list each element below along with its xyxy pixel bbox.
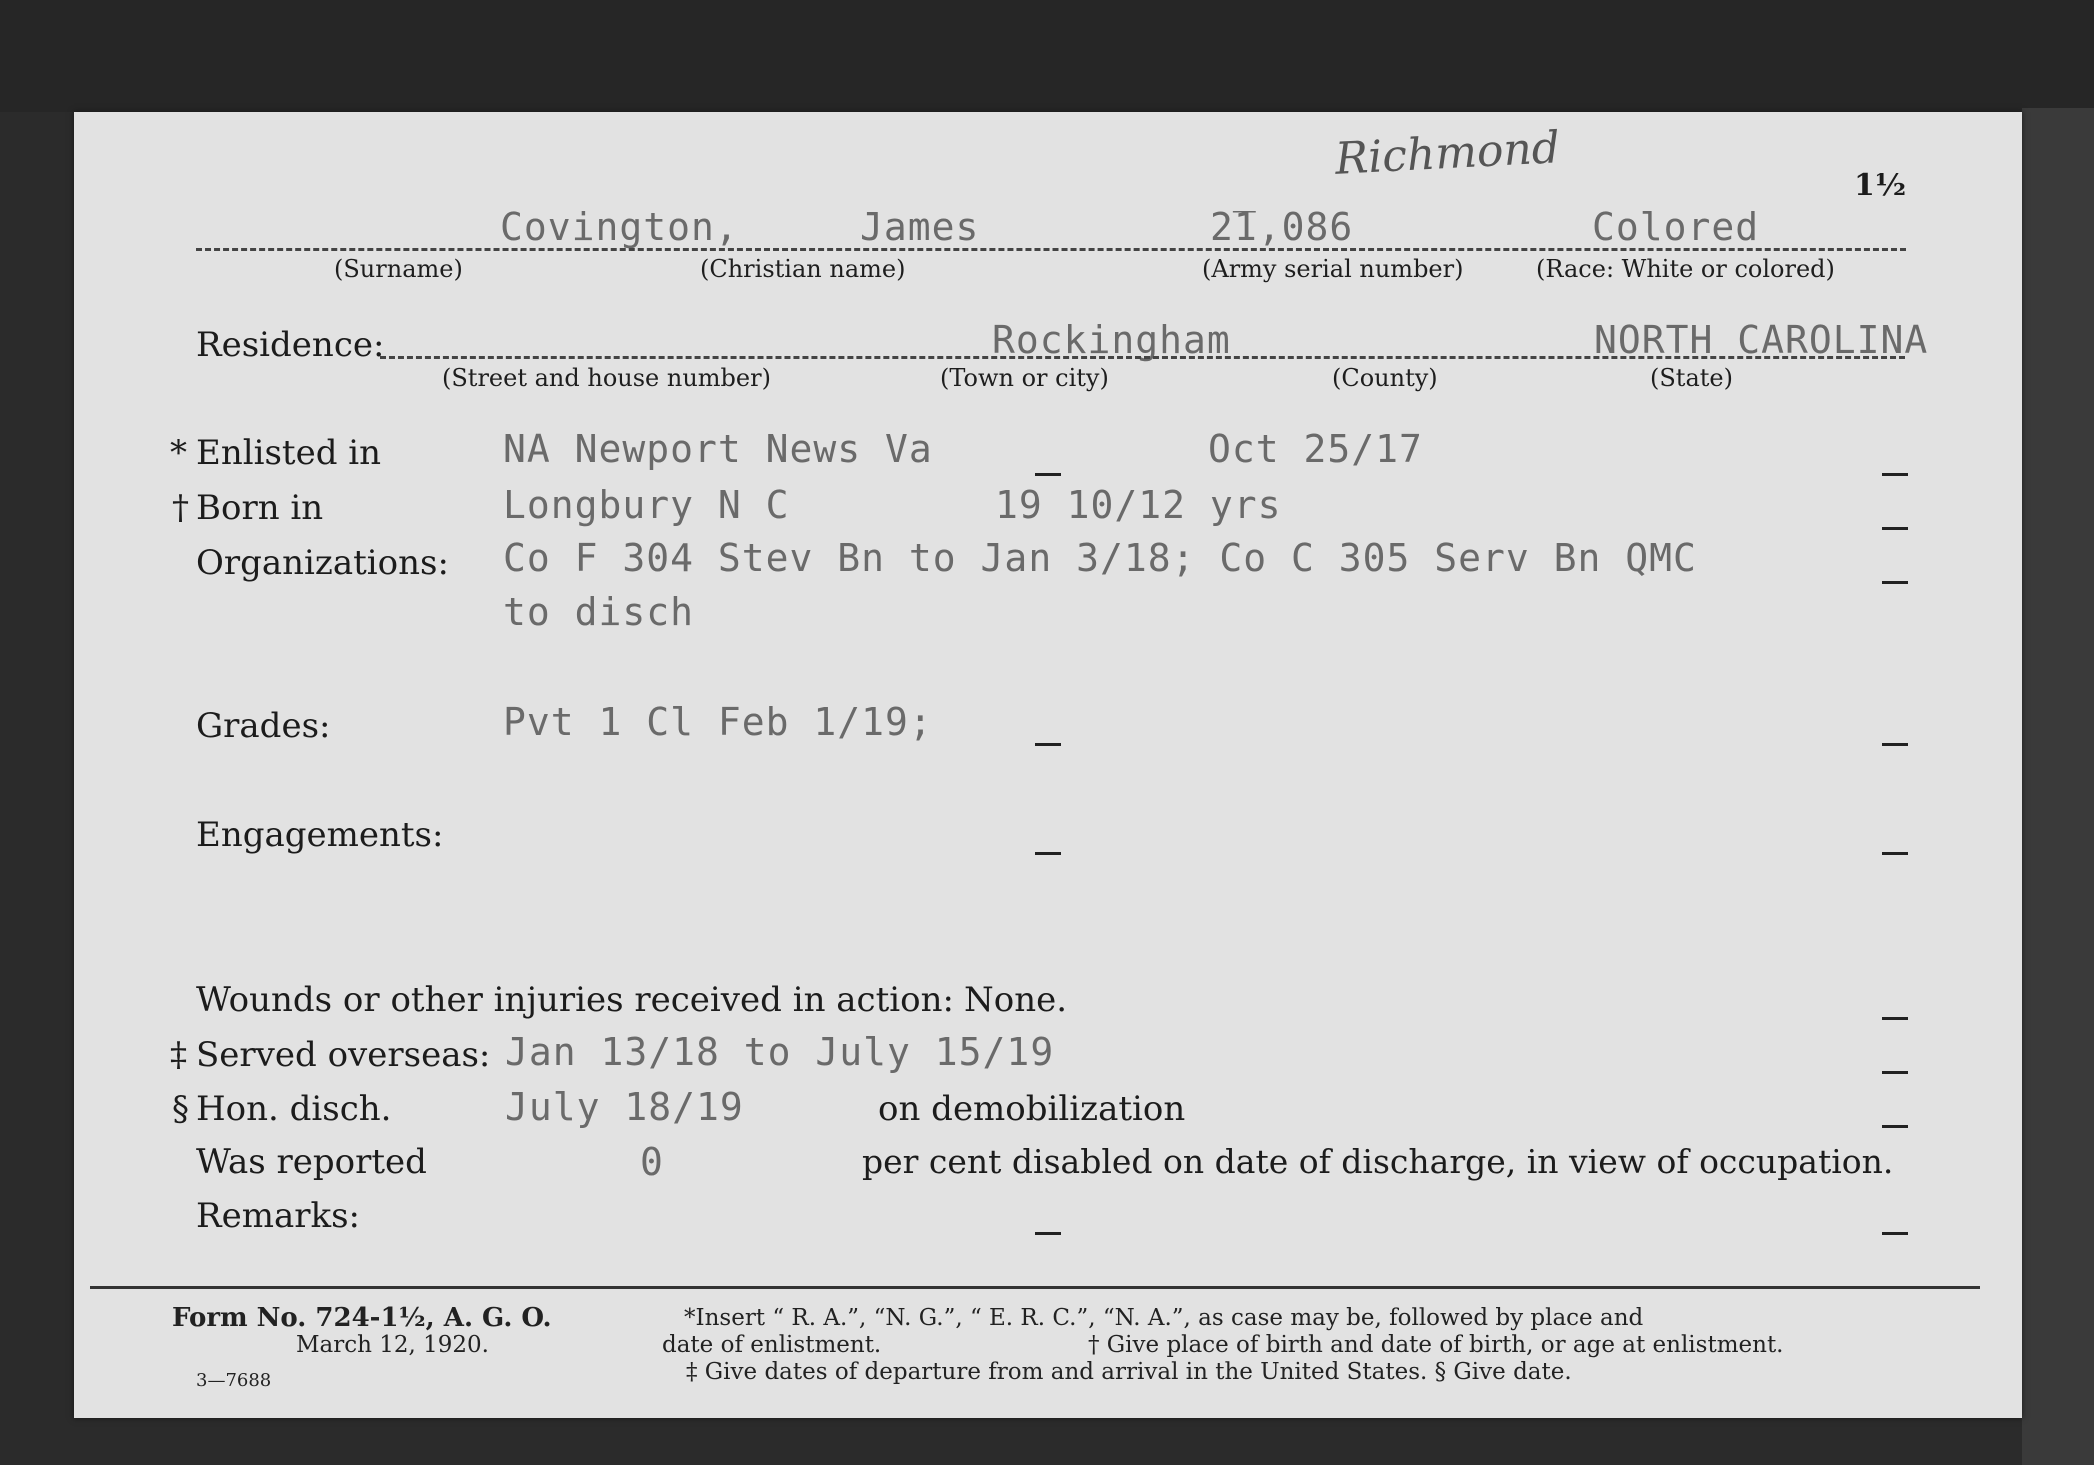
hon-disch-label: Hon. disch. bbox=[196, 1089, 392, 1129]
row-dash-right bbox=[1882, 581, 1908, 584]
born-label: Born in bbox=[196, 488, 324, 528]
remarks-label: Remarks: bbox=[196, 1196, 360, 1236]
engagements-label: Engagements: bbox=[196, 815, 444, 855]
print-code: 3—7688 bbox=[196, 1370, 272, 1391]
row-dash-mid bbox=[1035, 1232, 1061, 1235]
row-dash-right bbox=[1882, 743, 1908, 746]
race-caption: (Race: White or colored) bbox=[1536, 255, 1835, 283]
serial-number-value: 2̅1,086 bbox=[1210, 205, 1354, 249]
state-caption: (State) bbox=[1650, 364, 1733, 392]
row-dash-mid bbox=[1035, 852, 1061, 855]
organizations-line2: to disch bbox=[503, 590, 695, 634]
surname-value: Covington, bbox=[500, 205, 739, 249]
grades-value: Pvt 1 Cl Feb 1/19; bbox=[503, 700, 933, 744]
was-reported-label: Was reported bbox=[196, 1142, 427, 1182]
county-value: Rockingham bbox=[992, 318, 1231, 362]
enlisted-mark: * bbox=[170, 433, 187, 473]
row-dash-right bbox=[1882, 1017, 1908, 1020]
footnote-enlistment: *Insert “ R. A.”, “N. G.”, “ E. R. C.”, “N. A.”, as case may be, followed by place and bbox=[684, 1305, 1644, 1331]
row-dash-right bbox=[1882, 1232, 1908, 1235]
footnote-overseas: ‡ Give dates of departure from and arrival in the United States. § Give date. bbox=[686, 1359, 1572, 1385]
disability-text: per cent disabled on date of discharge, in view of occupation. bbox=[862, 1142, 1894, 1181]
surname-caption: (Surname) bbox=[334, 255, 463, 283]
wounds-label: Wounds or other injuries received in action: bbox=[196, 980, 954, 1020]
enlisted-label: Enlisted in bbox=[196, 433, 382, 473]
row-dash-right bbox=[1882, 1125, 1908, 1128]
residence-label: Residence: bbox=[196, 325, 385, 365]
row-dash-right bbox=[1882, 1071, 1908, 1074]
street-caption: (Street and house number) bbox=[442, 364, 771, 392]
residence-dotted-line bbox=[380, 356, 1905, 359]
wounds-value: None. bbox=[964, 980, 1068, 1020]
footnote-birth: † Give place of birth and date of birth, or age at enlistment. bbox=[1088, 1332, 1784, 1358]
hon-disch-mark: § bbox=[172, 1089, 189, 1129]
overseas-mark: ‡ bbox=[170, 1035, 187, 1075]
header-dotted-line bbox=[196, 248, 1906, 251]
record-card bbox=[74, 112, 2022, 1418]
race-value: Colored bbox=[1592, 205, 1760, 249]
born-place-value: Longbury N C bbox=[503, 483, 790, 527]
grades-label: Grades: bbox=[196, 706, 331, 746]
born-age-value: 19 10/12 yrs bbox=[995, 483, 1282, 527]
backdrop-edge bbox=[2022, 108, 2094, 1465]
organizations-line1: Co F 304 Stev Bn to Jan 3/18; Co C 305 Serv Bn QMC bbox=[503, 536, 1697, 580]
town-caption: (Town or city) bbox=[940, 364, 1109, 392]
overseas-label: Served overseas: bbox=[196, 1035, 491, 1075]
row-dash-mid bbox=[1035, 473, 1061, 476]
state-value: NORTH CAROLINA bbox=[1594, 318, 1929, 362]
row-dash-right bbox=[1882, 527, 1908, 530]
christian-name-value: James bbox=[860, 205, 980, 249]
row-dash-mid bbox=[1035, 743, 1061, 746]
row-dash-right bbox=[1882, 852, 1908, 855]
footer-divider bbox=[90, 1286, 1980, 1289]
serial-number-caption: (Army serial number) bbox=[1202, 255, 1464, 283]
footnote-enlistment-cont: date of enlistment. bbox=[662, 1332, 882, 1358]
handwritten-note: Richmond bbox=[1333, 122, 1562, 185]
form-date: March 12, 1920. bbox=[296, 1332, 489, 1358]
dark-backdrop bbox=[0, 0, 2094, 112]
overseas-value: Jan 13/18 to July 15/19 bbox=[505, 1030, 1055, 1074]
hon-disch-reason: on demobilization bbox=[878, 1089, 1186, 1129]
organizations-label: Organizations: bbox=[196, 543, 449, 583]
disability-percent: 0 bbox=[640, 1140, 664, 1184]
county-caption: (County) bbox=[1332, 364, 1438, 392]
card-corner-number: 1½ bbox=[1854, 168, 1907, 203]
enlisted-place-value: NA Newport News Va bbox=[503, 427, 933, 471]
born-mark: † bbox=[172, 488, 189, 528]
row-dash-right bbox=[1882, 473, 1908, 476]
hon-disch-date: July 18/19 bbox=[505, 1085, 744, 1129]
christian-name-caption: (Christian name) bbox=[700, 255, 906, 283]
enlisted-date-value: Oct 25/17 bbox=[1208, 427, 1423, 471]
form-number: Form No. 724-1½, A. G. O. bbox=[172, 1303, 552, 1333]
